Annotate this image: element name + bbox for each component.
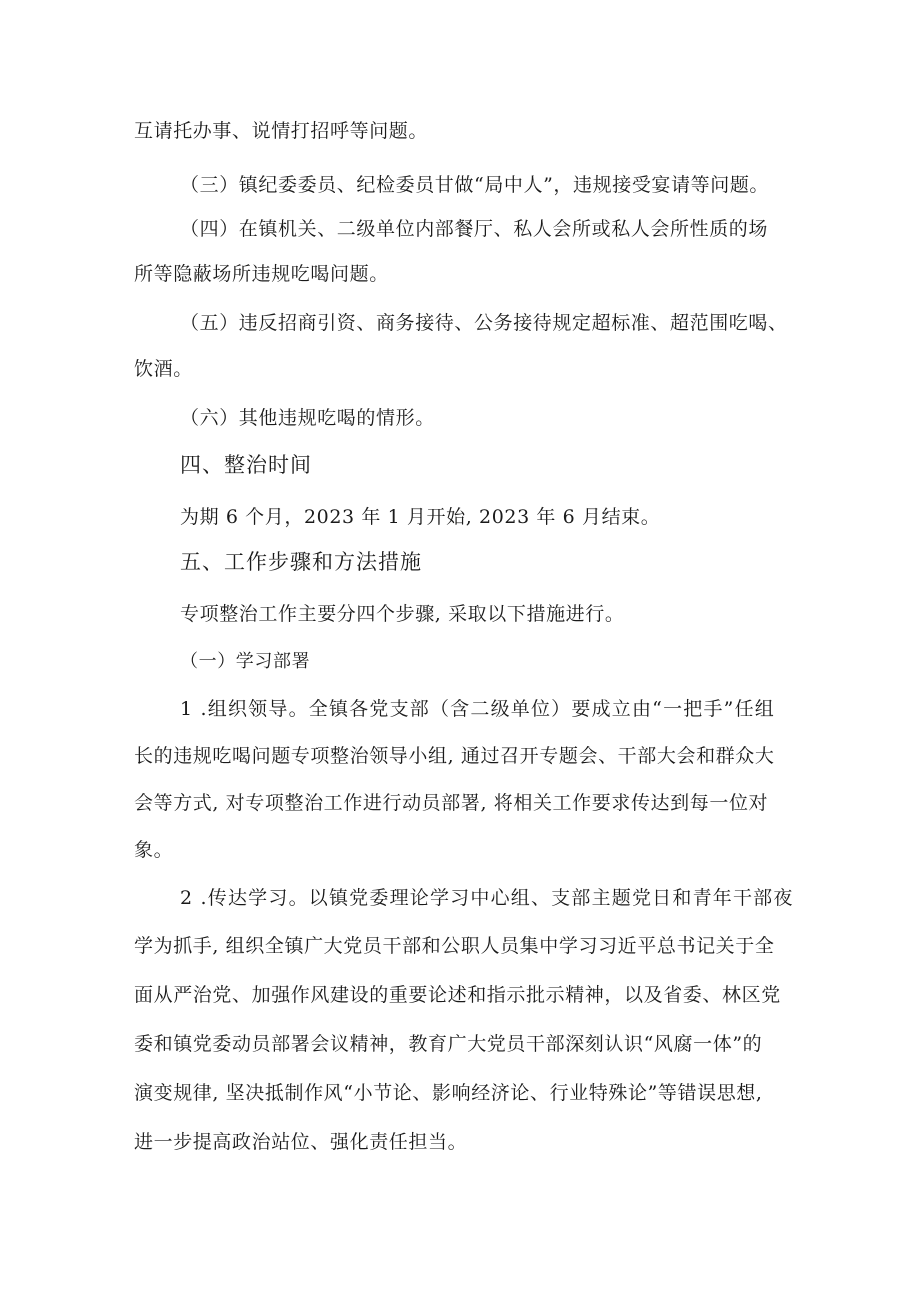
paragraph-line: （三）镇纪委委员、纪检委员甘做“局中人”，违规接受宴请等问题。 (180, 174, 770, 196)
subsection-heading: （一）学习部署 (180, 651, 311, 672)
paragraph-line: 所等隐蔽场所违规吃喝问题。 (134, 263, 389, 285)
paragraph-line: （六）其他违规吃喝的情形。 (180, 407, 435, 429)
section-heading: 四、整治时间 (180, 453, 312, 477)
paragraph-line: 委和镇党委动员部署会议精神，教育广大党员干部深刻认识“风腐一体”的 (134, 1033, 763, 1055)
paragraph-line: 面从严治党、加强作风建设的重要论述和指示批示精神，以及省委、林区党 (134, 984, 781, 1006)
paragraph-line: 长的违规吃喝问题专项整治领导小组, 通过召开专题会、干部大会和群众大 (134, 745, 775, 767)
paragraph-line: 象。 (134, 839, 174, 861)
paragraph-line: （四）在镇机关、二级单位内部餐厅、私人会所或私人会所性质的场 (180, 218, 769, 240)
paragraph-line: 学为抓手, 组织全镇广大党员干部和公职人员集中学习习近平总书记关于全 (134, 935, 775, 957)
paragraph-line: 2 .传达学习。以镇党委理论学习中心组、支部主题党日和青年干部夜 (180, 887, 794, 909)
paragraph-line: （五）违反招商引资、商务接待、公务接待规定超标准、超范围吃喝、 (180, 312, 788, 334)
paragraph-line: 会等方式, 对专项整治工作进行动员部署, 将相关工作要求传达到每一位对 (134, 792, 769, 814)
paragraph-line: 演变规律, 坚决抵制作风“小节论、影响经济论、行业特殊论”等错误思想, (134, 1082, 763, 1104)
paragraph-line: 饮酒。 (134, 358, 193, 380)
paragraph-line: 互请托办事、说情打招呼等问题。 (134, 120, 429, 142)
paragraph-line: 1 .组织领导。全镇各党支部（含二级单位）要成立由“一把手”任组 (180, 698, 775, 720)
paragraph-line: 进一步提高政治站位、强化责任担当。 (134, 1131, 468, 1153)
paragraph-line: 专项整治工作主要分四个步骤, 采取以下措施进行。 (180, 603, 625, 625)
paragraph-line: 为期 6 个月，2023 年 1 月开始, 2023 年 6 月结束。 (180, 506, 661, 528)
section-heading: 五、工作步骤和方法措施 (180, 550, 422, 574)
